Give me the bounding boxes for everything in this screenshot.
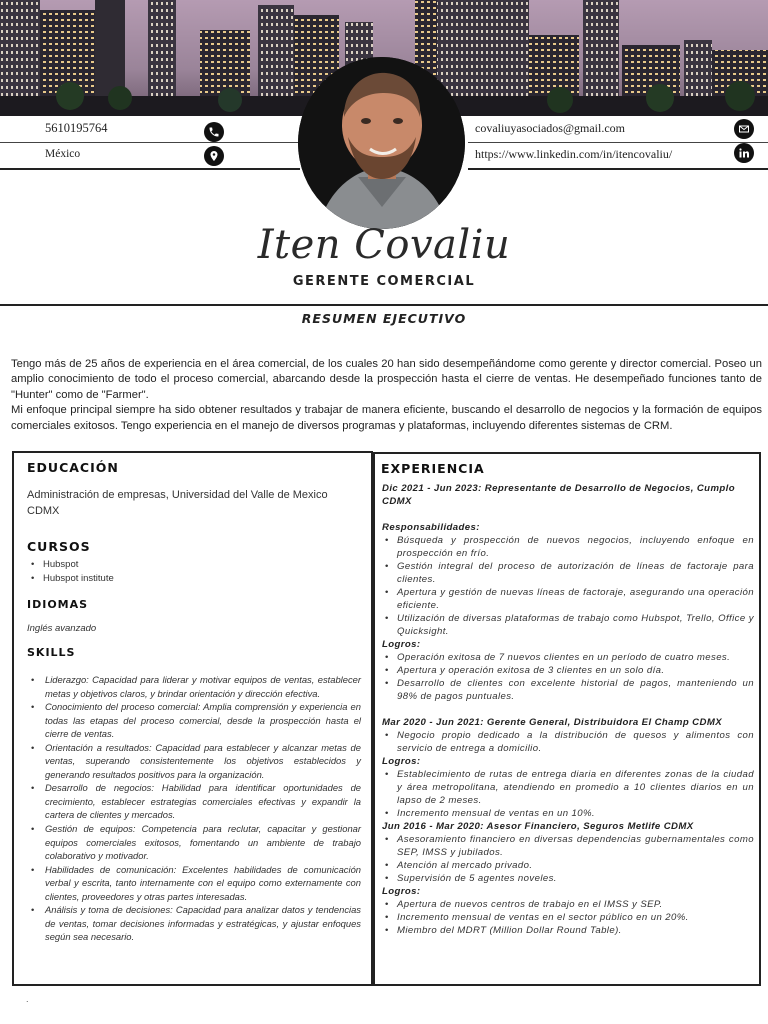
responsibilities-list <box>382 729 754 755</box>
section-divider <box>0 304 768 306</box>
job-title: Jun 2016 - Mar 2020: Asesor Financiero, Seguros Metlife CDMX <box>382 821 694 832</box>
achievements-label: Logros: <box>382 886 421 897</box>
responsibility-item: • Asesoramiento financiero en diversas dependencias gubernamentales como SEP, IMSS y jubilados. <box>382 833 754 859</box>
summary-text <box>11 357 762 434</box>
achievement-item: • Apertura y operación exitosa de 3 clientes en un solo día. <box>382 664 754 677</box>
spacer <box>382 508 754 521</box>
responsibilities-list <box>382 833 754 885</box>
skill-item: • Habilidades de comunicación: Excelentes habilidades de comunicación verbal y escrita, tanto internamente con el equipo como externamente con clientes, proveedores y otras partes interesadas. <box>27 863 361 904</box>
linkedin-icon <box>734 143 754 163</box>
achievement-item: • Establecimiento de rutas de entrega diaria en diferentes zonas de la ciudad y área metropolitana, atendiendo en promedio a 10 clientes diarios en un lapso de 2 meses. <box>382 768 754 807</box>
linkedin-link[interactable]: https://www.linkedin.com/in/itencovaliu/ <box>475 147 673 161</box>
summary-paragraph: Mi enfoque principal siempre ha sido obtener resultados y trabajar de manera eficiente, buscando el desarrollo de negocios y la formación de equipos comerciales exitosos. Tengo experiencia en el manejo de diversos programas y plataformas, incluyendo diferentes sistemas de CRM. <box>11 404 762 432</box>
achievements-label: Logros: <box>382 639 421 650</box>
job-title: Dic 2021 - Jun 2023: Representante de Desarrollo de Negocios, Cumplo CDMX <box>382 483 735 507</box>
envelope-icon <box>734 119 754 139</box>
contact-strip-right <box>468 116 768 170</box>
spacer <box>382 703 754 716</box>
skill-item: • Liderazgo: Capacidad para liderar y motivar equipos de ventas, establecer metas y objetivos claros, y brindar orientación y dirección efectiva. <box>27 673 361 700</box>
skill-item: • Desarrollo de negocios: Habilidad para identificar oportunidades de crecimiento, establecer estrategias comerciales efectivas y expandir la cartera de clientes y mercados. <box>27 781 361 822</box>
responsibilities-list <box>382 534 754 638</box>
responsibility-item: • Búsqueda y prospección de nuevos negocios, incluyendo enfoque en prospección en frío. <box>382 534 754 560</box>
left-column <box>12 451 373 986</box>
profile-portrait-illustration <box>298 57 465 229</box>
achievement-item: • Incremento mensual de ventas en el sector público en un 20%. <box>382 911 754 924</box>
responsibility-item: • Apertura y gestión de nuevas líneas de factoraje, asegurando una operación eficiente. <box>382 586 754 612</box>
achievements-label: Logros: <box>382 756 421 767</box>
courses-list <box>27 558 114 586</box>
experience-list <box>382 482 754 937</box>
location-pin-icon <box>204 146 224 166</box>
languages-text: Inglés avanzado <box>27 623 97 634</box>
contact-strip-left <box>0 116 300 170</box>
skill-item: • Análisis y toma de decisiones: Capacidad para analizar datos y tendencias de ventas, tomar decisiones informadas y estratégicas, y ajustar enfoques según sea necesario. <box>27 903 361 944</box>
skill-item: • Gestión de equipos: Competencia para reclutar, capacitar y gestionar equipos comerciales exitosos, fomentando un ambiente de trabajo colaborativo y motivador. <box>27 822 361 863</box>
skill-item: • Orientación a resultados: Capacidad para establecer y alcanzar metas de ventas, superando consistentemente los objetivos establecidos y generando resultados positivos para la organización. <box>27 741 361 782</box>
contact-divider <box>0 142 300 143</box>
education-heading: EDUCACIÓN <box>27 460 119 475</box>
course-item: • Hubspot institute <box>27 572 114 586</box>
profile-photo <box>298 57 465 229</box>
footer-mark: . <box>26 994 29 1004</box>
summary-heading: RESUMEN EJECUTIVO <box>301 311 467 326</box>
location-text: México <box>45 148 81 160</box>
achievement-item: • Apertura de nuevos centros de trabajo en el IMSS y SEP. <box>382 898 754 911</box>
phone-icon <box>204 122 224 142</box>
summary-paragraph: Tengo más de 25 años de experiencia en el área comercial, de los cuales 20 han sido desempeñándome como gerente y director comercial. Poseo un amplio conocimiento de todo el proceso comercial, abarcando desde la prospección hasta el cierre de ventas. He desempeñado funciones tanto de "Hunter" como de "Farmer". <box>11 358 762 401</box>
person-name: Iten Covaliu <box>257 222 511 268</box>
job-title: GERENTE COMERCIAL <box>292 274 476 289</box>
achievements-list <box>382 651 754 703</box>
achievement-item: • Miembro del MDRT (Million Dollar Round Table). <box>382 924 754 937</box>
achievement-item: • Desarrollo de clientes con excelente historial de pagos, manteniendo un 98% de pagos puntuales. <box>382 677 754 703</box>
education-text: Administración de empresas, Universidad del Valle de Mexico CDMX <box>27 489 328 517</box>
email-link[interactable]: covaliuyasociados@gmail.com <box>475 121 626 135</box>
achievement-item: • Operación exitosa de 7 nuevos clientes en un período de cuatro meses. <box>382 651 754 664</box>
right-column <box>373 452 761 986</box>
phone-number: 5610195764 <box>45 121 108 135</box>
contact-divider <box>468 142 768 143</box>
job-title: Mar 2020 - Jun 2021: Gerente General, Distribuidora El Champ CDMX <box>382 717 723 728</box>
responsibility-item: • Gestión integral del proceso de autorización de líneas de factoraje para clientes. <box>382 560 754 586</box>
achievements-list <box>382 898 754 937</box>
responsibility-item: • Utilización de diversas plataformas de trabajo como Hubspot, Trello, Office y Quicksight. <box>382 612 754 638</box>
experience-heading: EXPERIENCIA <box>381 461 485 476</box>
responsibility-item: • Atención al mercado privado. <box>382 859 754 872</box>
courses-heading: CURSOS <box>27 539 91 554</box>
skills-heading: SKILLS <box>27 646 76 659</box>
achievements-list <box>382 768 754 820</box>
skill-item: • Conocimiento del proceso comercial: Amplia comprensión y experiencia en todas las etapas del proceso comercial, desde la prospección hasta el cierre de ventas. <box>27 700 361 741</box>
achievement-item: • Incremento mensual de ventas en un 10%. <box>382 807 754 820</box>
responsibility-item: • Supervisión de 5 agentes noveles. <box>382 872 754 885</box>
course-item: • Hubspot <box>27 558 114 572</box>
languages-heading: IDIOMAS <box>27 598 89 611</box>
responsibility-item: • Negocio propio dedicado a la distribución de quesos y alimentos con servicio de entrega a domicilio. <box>382 729 754 755</box>
responsibilities-label: Responsabilidades: <box>382 522 480 533</box>
skills-list <box>27 673 361 944</box>
